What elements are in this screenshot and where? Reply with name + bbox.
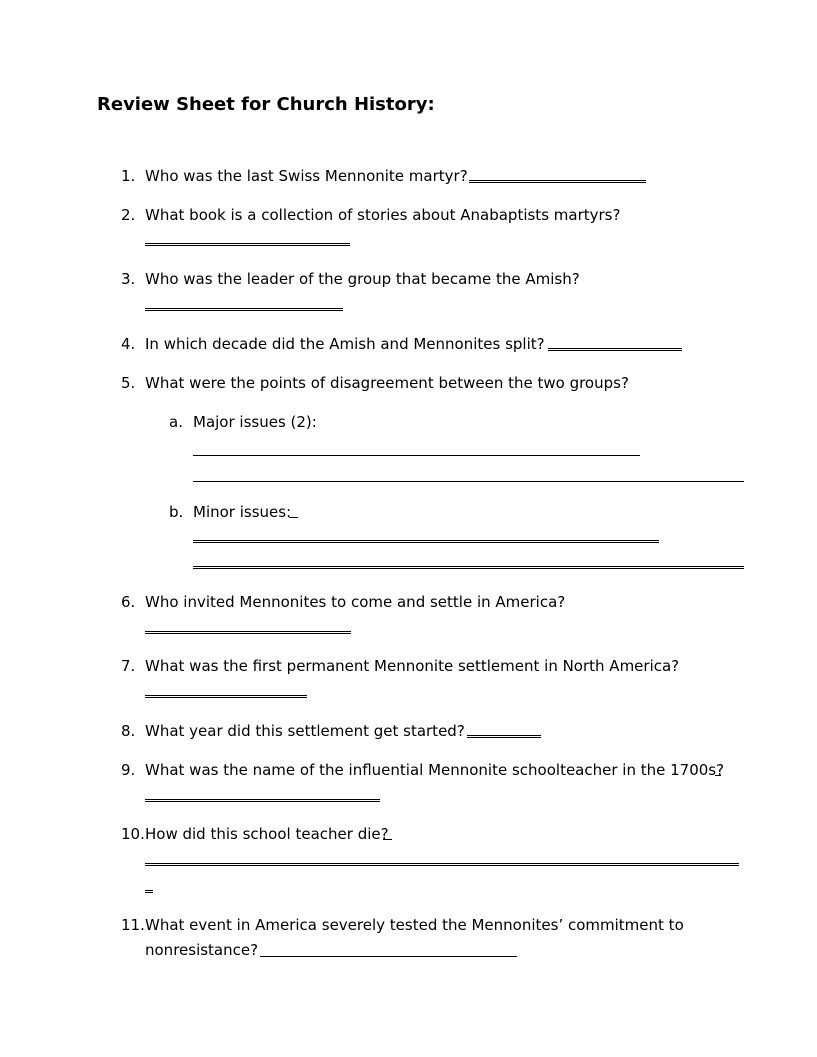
question-text: How did this school teacher die? xyxy=(145,825,389,843)
answer-blank[interactable] xyxy=(193,481,744,482)
answer-blank[interactable] xyxy=(548,348,682,351)
subitem-letter: b. xyxy=(169,503,184,521)
question-number: 3. xyxy=(121,270,136,288)
question-number: 4. xyxy=(121,335,136,353)
answer-blank[interactable] xyxy=(145,243,350,246)
question-number: 1. xyxy=(121,167,136,185)
worksheet-title: Review Sheet for Church History: xyxy=(97,94,435,115)
answer-blank[interactable] xyxy=(469,180,646,183)
question-number: 9. xyxy=(121,761,136,779)
subitem-text: Major issues (2): xyxy=(193,413,317,431)
question-number: 7. xyxy=(121,657,136,675)
question-text: What was the name of the influential Mennonite schoolteacher in the 1700s? xyxy=(145,761,725,779)
question-text: Who was the leader of the group that became the Amish? xyxy=(145,270,580,288)
answer-blank[interactable] xyxy=(193,566,744,569)
question-text: What was the first permanent Mennonite settlement in North America? xyxy=(145,657,680,675)
question-text: In which decade did the Amish and Mennonites split? xyxy=(145,335,545,353)
answer-blank[interactable] xyxy=(145,890,153,893)
answer-blank[interactable] xyxy=(467,735,541,738)
question-number: 8. xyxy=(121,722,136,740)
question-text: Who invited Mennonites to come and settle in America? xyxy=(145,593,566,611)
answer-blank[interactable] xyxy=(193,455,640,456)
question-text: What event in America severely tested the Mennonites’ commitment to xyxy=(145,916,684,934)
answer-blank[interactable] xyxy=(145,695,307,698)
subitem-text: Minor issues: xyxy=(193,503,292,521)
answer-blank[interactable] xyxy=(289,517,298,518)
answer-blank[interactable] xyxy=(260,956,517,957)
answer-blank[interactable] xyxy=(383,839,392,840)
question-text: What year did this settlement get started? xyxy=(145,722,465,740)
answer-blank[interactable] xyxy=(193,540,659,543)
question-text-continued: nonresistance? xyxy=(145,941,259,959)
question-text: What were the points of disagreement between the two groups? xyxy=(145,374,629,392)
question-number: 10. xyxy=(121,825,145,843)
answer-blank[interactable] xyxy=(145,631,351,634)
answer-blank[interactable] xyxy=(145,863,739,866)
question-text: What book is a collection of stories about Anabaptists martyrs? xyxy=(145,206,621,224)
subitem-letter: a. xyxy=(169,413,183,431)
question-number: 11. xyxy=(121,916,145,934)
answer-blank[interactable] xyxy=(145,799,380,802)
question-text: Who was the last Swiss Mennonite martyr? xyxy=(145,167,468,185)
question-number: 6. xyxy=(121,593,136,611)
answer-blank[interactable] xyxy=(145,308,343,311)
question-number: 5. xyxy=(121,374,136,392)
answer-blank[interactable] xyxy=(715,775,721,776)
question-number: 2. xyxy=(121,206,136,224)
